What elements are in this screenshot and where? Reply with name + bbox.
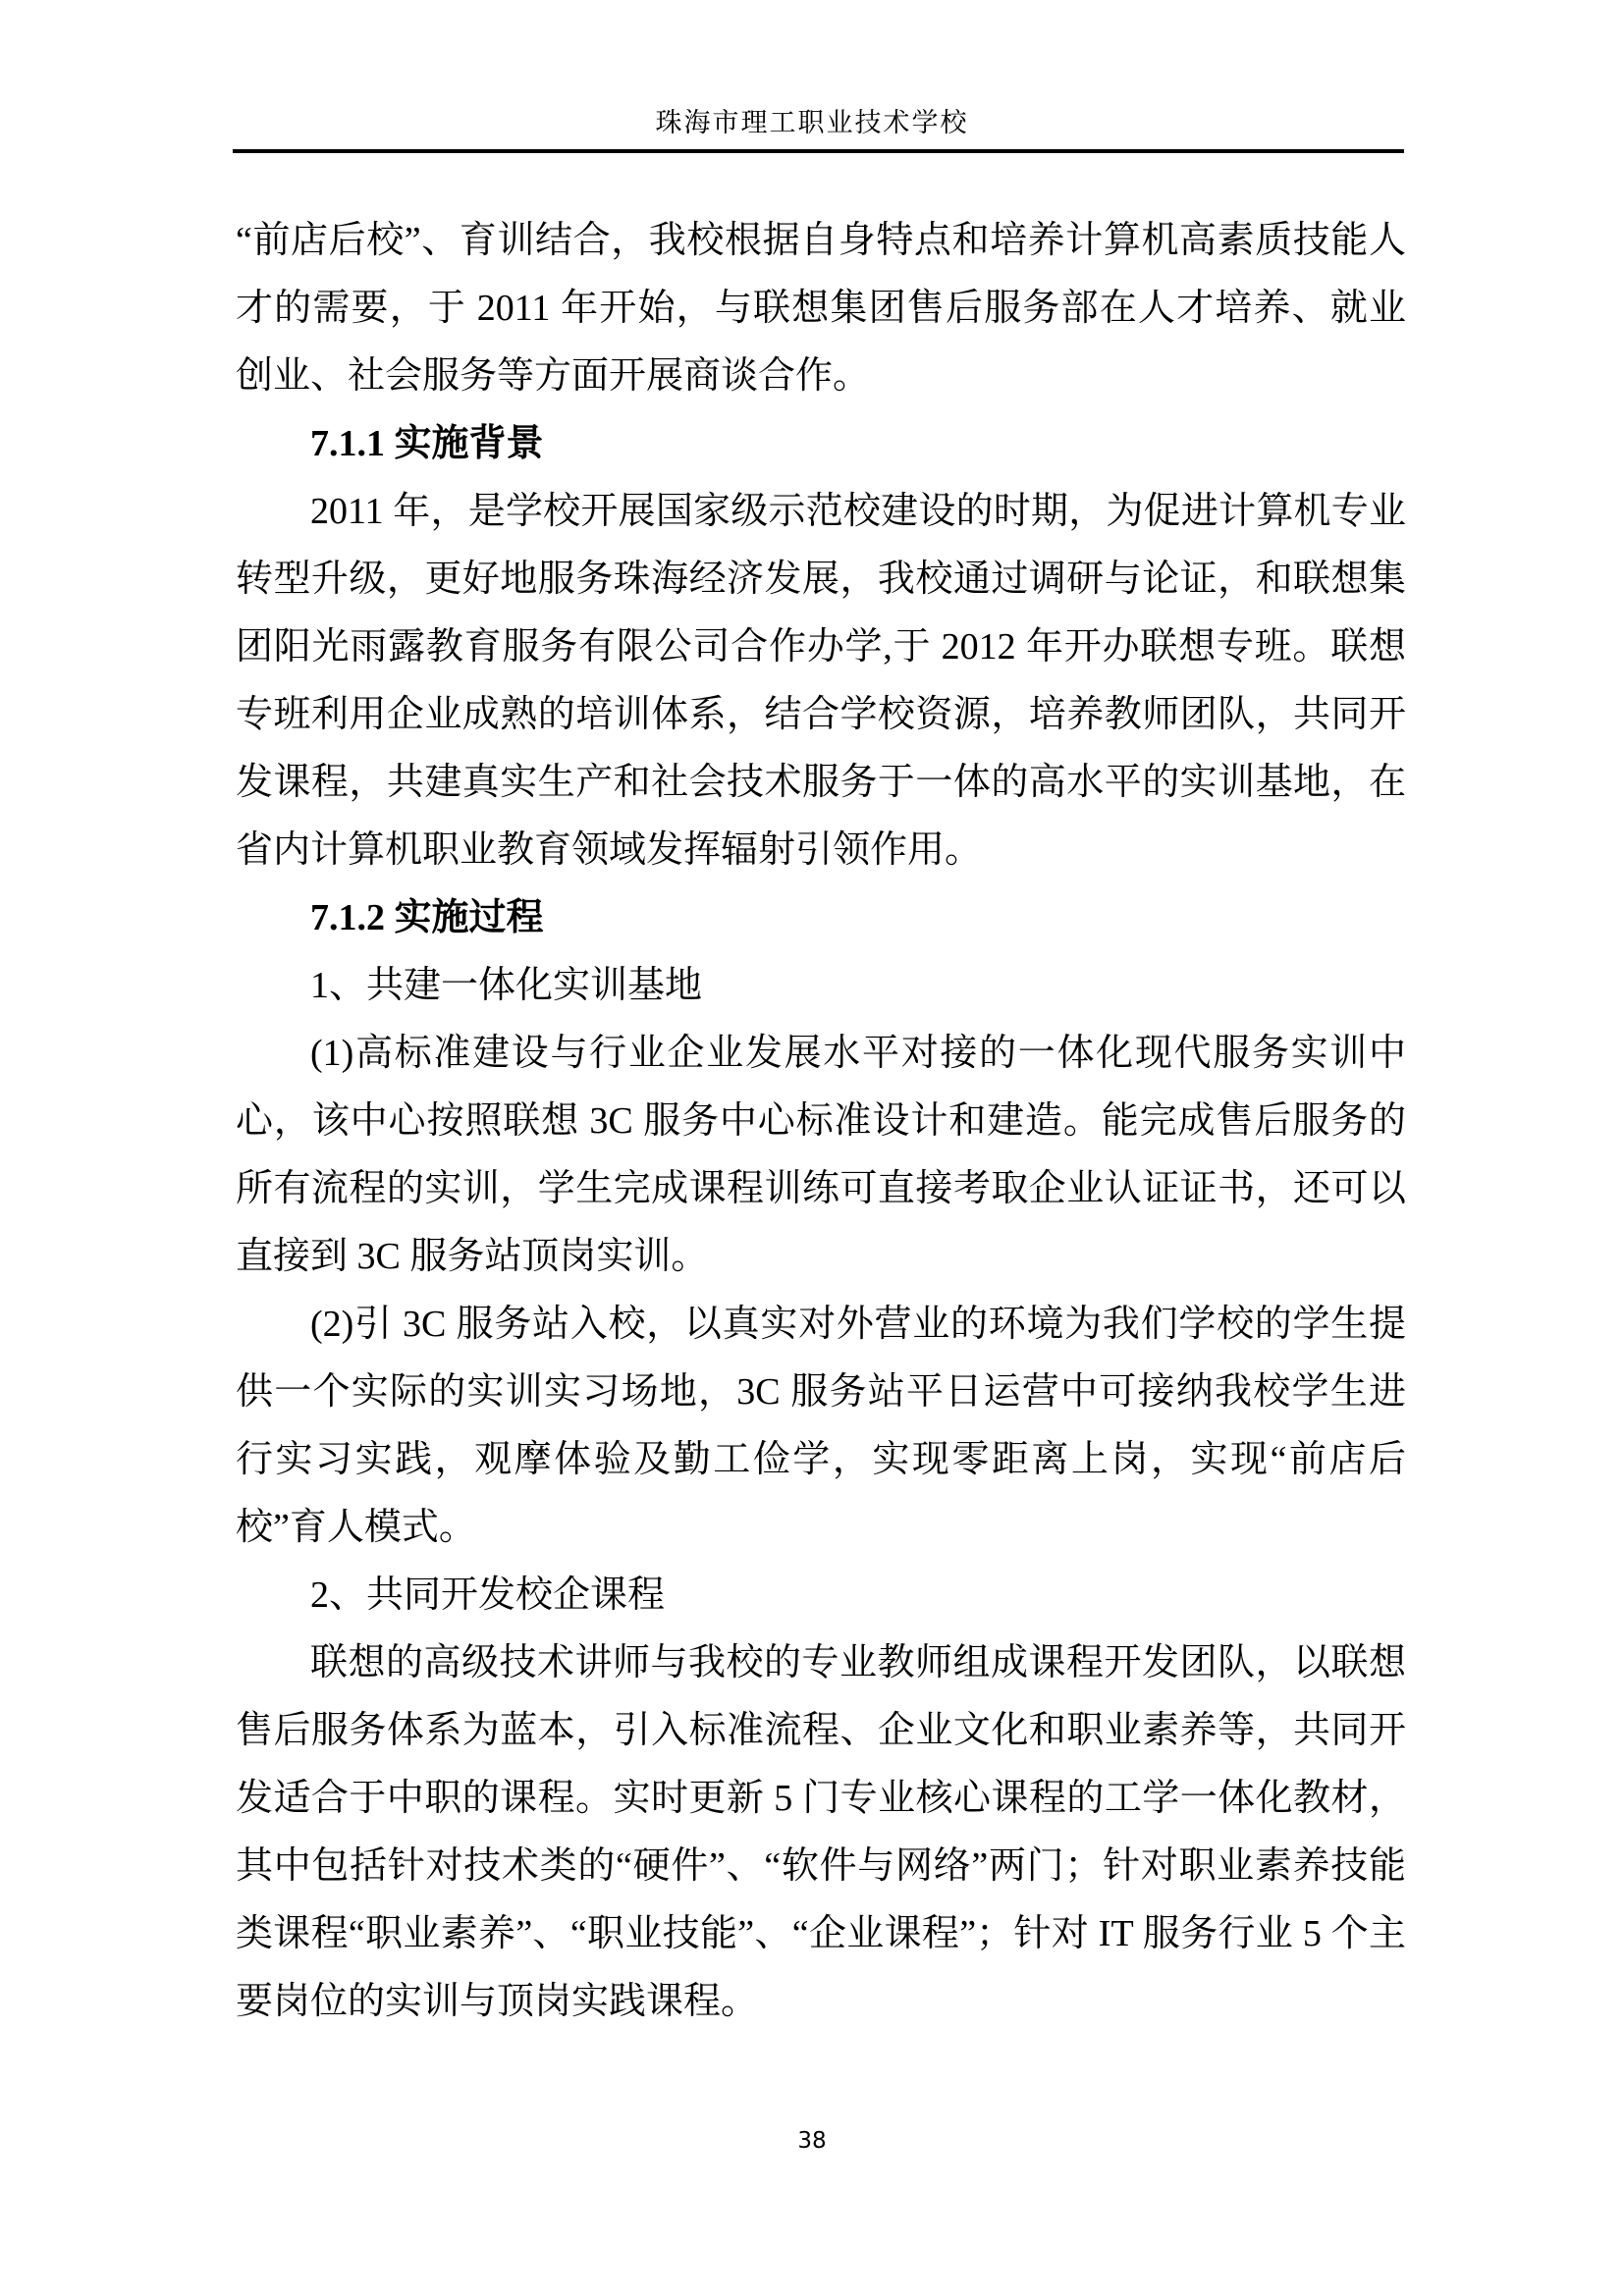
section-heading: 7.1.1 实施背景 xyxy=(310,423,544,464)
page-header xyxy=(0,101,1624,139)
paragraph: 1、共建一体化实训基地 xyxy=(310,965,703,1006)
paragraph: “前店后校”、育训结合，我校根据自身特点和培养计算机高素质技能人才的需要，于 2011 年开始，与联想集团售后服务部在人才培养、就业创业、社会服务等方面开展商谈合作。 xyxy=(236,220,1406,397)
header-title: 珠海市理工职业技术学校 xyxy=(655,108,969,137)
section-heading: 7.1.2 实施过程 xyxy=(310,897,544,938)
document-body xyxy=(236,207,1406,2036)
paragraph: 联想的高级技术讲师与我校的专业教师组成课程开发团队，以联想售后服务体系为蓝本，引入标准流程、企业文化和职业素养等，共同开发适合于中职的课程。实时更新 5 门专业核心课程的工学一体化教材，其中包括针对技术类的“硬件”、“软件与网络”两门；针对职业素养技能类课程“职业素养”、“职业技能”、“企业课程”；针对 IT 服务行业 5 个主要岗位的实训与顶岗实践课程。 xyxy=(236,1642,1406,2022)
paragraph: (2)引 3C 服务站入校，以真实对外营业的环境为我们学校的学生提供一个实际的实训实习场地，3C 服务站平日运营中可接纳我校学生进行实习实践，观摩体验及勤工俭学，实现零距离上岗，实现“前店后校”育人模式。 xyxy=(236,1304,1406,1548)
paragraph: 2、共同开发校企课程 xyxy=(310,1575,666,1616)
paragraph: (1)高标准建设与行业企业发展水平对接的一体化现代服务实训中心，该中心按照联想 3C 服务中心标准设计和建造。能完成售后服务的所有流程的实训，学生完成课程训练可直接考取企业认证证书，还可以直接到 3C 服务站顶岗实训。 xyxy=(236,1033,1406,1277)
paragraph: 2011 年，是学校开展国家级示范校建设的时期，为促进计算机专业转型升级，更好地服务珠海经济发展，我校通过调研与论证，和联想集团阳光雨露教育服务有限公司合作办学,于 2012 年开办联想专班。联想专班利用企业成熟的培训体系，结合学校资源，培养教师团队，共同开发课程，共建真实生产和社会技术服务于一体的高水平的实训基地，在省内计算机职业教育领域发挥辐射引领作用。 xyxy=(236,491,1406,871)
page-number: 38 xyxy=(797,2128,827,2154)
header-divider xyxy=(233,149,1404,153)
